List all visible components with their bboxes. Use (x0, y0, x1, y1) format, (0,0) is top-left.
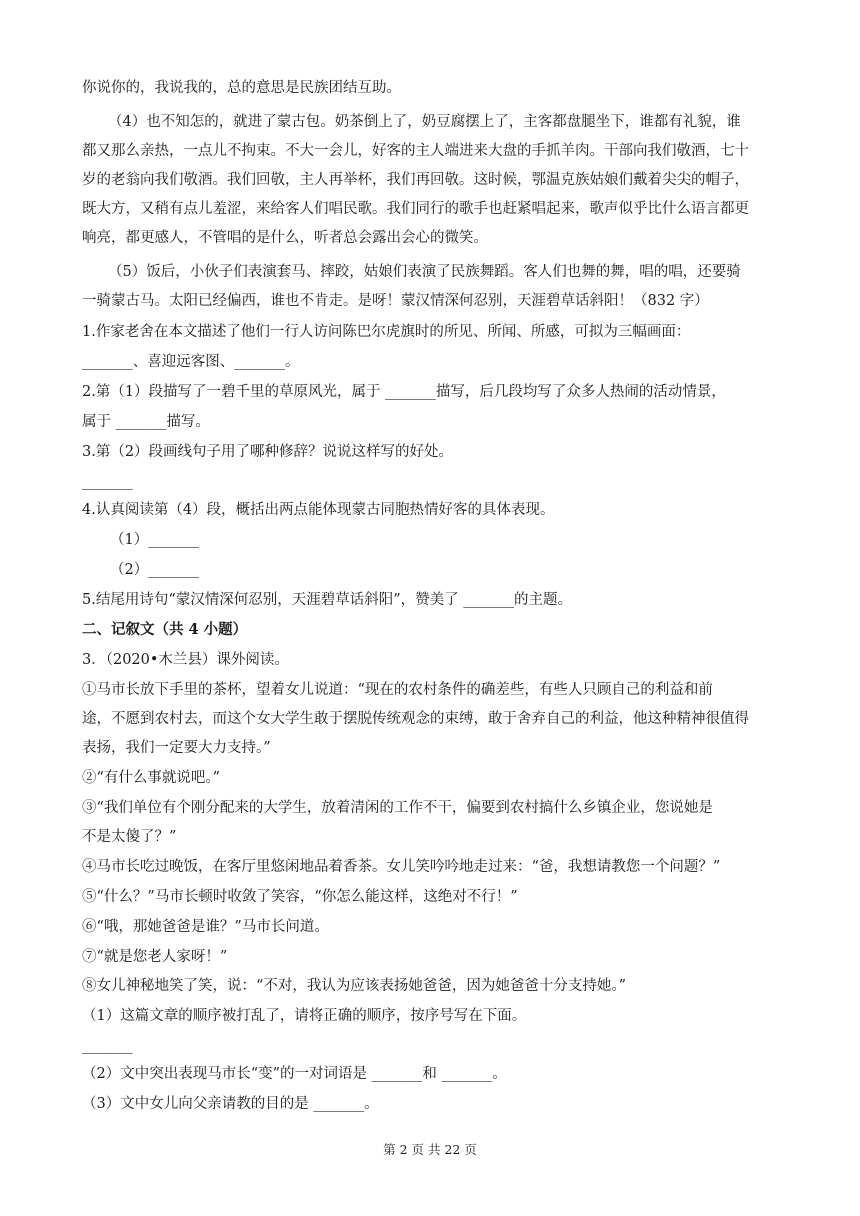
sub-question-3: （3）文中女儿向父亲请教的目的是 _______。 (82, 1096, 379, 1112)
text-line: ①马市长放下手里的茶杯，望着女儿说道：“现在的农村条件的确差些，有些人只顾自己的利益和前 (82, 682, 713, 698)
sub-question-2: （2）文中突出表现马市长“变”的一对词语是 _______和 _______。 (82, 1066, 507, 1082)
question-3: 3.第（2）段画线句子用了哪种修辞？说说这样写的好处。 (82, 444, 454, 460)
text-line: 不是太傻了？” (82, 829, 177, 845)
text-line: 既大方，又稍有点儿羞涩，来给客人们唱民歌。我们同行的歌手也赶紧唱起来，歌声似乎比什么语言都更 (82, 201, 749, 217)
section-heading: 二、记叙文（共 4 小题） (82, 621, 248, 638)
question-header: 3．（2020•木兰县）课外阅读。 (82, 652, 289, 668)
text-line: ③“我们单位有个刚分配来的大学生，放着清闲的工作不干，偏要到农村搞什么乡镇企业，您说她是 (82, 800, 713, 816)
text-line: 你说你的，我说我的，总的意思是民族团结互助。 (82, 80, 401, 96)
answer-blank: _______、喜迎远客图、_______。 (82, 354, 300, 370)
text-line: ⑥“哦，那她爸爸是谁？”马市长问道。 (82, 919, 329, 935)
text-line: 属于 _______描写。 (82, 414, 210, 430)
text-line: ④马市长吃过晚饭，在客厅里悠闲地品着香茶。女儿笑吟吟地走过来：“爸，我想请教您一个问题？” (82, 859, 721, 875)
text-line: 都又那么亲热，一点儿不拘束。不大一会儿，好客的主人端进来大盘的手抓羊肉。干部向我们敬酒，七十 (82, 143, 749, 159)
answer-blank: （1）_______ (110, 532, 199, 548)
text-line: 一骑蒙古马。太阳已经偏西，谁也不肯走。是呀！蒙汉情深何忍别，天涯碧草话斜阳！（832 字） (82, 293, 709, 309)
text-line: ⑤“什么？”马市长顿时收敛了笑容，“你怎么能这样，这绝对不行！” (82, 889, 518, 905)
text-line: 响亮，都更感人，不管唱的是什么，听者总会露出会心的微笑。 (82, 230, 488, 246)
text-line: ②“有什么事就说吧。” (82, 770, 221, 786)
text-line: 岁的老翁向我们敬酒。我们回敬，主人再举杯，我们再回敬。这时候，鄂温克族姑娘们戴着尖尖的帽子， (82, 172, 749, 188)
question-2: 2.第（1）段描写了一碧千里的草原风光，属于 _______描写，后几段均写了众多人热闹的活动情景， (82, 384, 726, 400)
answer-blank: _______ (82, 474, 133, 490)
sub-question-1: （1）这篇文章的顺序被打乱了，请将正确的顺序，按序号写在下面。 (82, 1008, 527, 1024)
text-line: （4）也不知怎的，就进了蒙古包。奶茶倒上了，奶豆腐摆上了，主客都盘腿坐下，谁都有礼貌，谁 (108, 114, 741, 130)
question-1: 1.作家老舍在本文描述了他们一行人访问陈巴尔虎旗时的所见、所闻、所感，可拟为三幅画面： (82, 324, 691, 340)
text-line: 表扬，我们一定要大力支持。” (82, 740, 271, 756)
text-line: 途，不愿到农村去，而这个女大学生敢于摆脱传统观念的束缚，敢于舍弃自己的利益，他这种精神很值得 (82, 711, 749, 727)
question-4: 4.认真阅读第（4）段，概括出两点能体现蒙古同胞热情好客的具体表现。 (82, 502, 555, 518)
answer-blank: _______ (82, 1038, 133, 1054)
text-line: ⑧女儿神秘地笑了笑，说：“不对，我认为应该表扬她爸爸，因为她爸爸十分支持她。” (82, 978, 627, 994)
text-line: ⑦“就是您老人家呀！” (82, 949, 228, 965)
answer-blank: （2）_______ (110, 562, 199, 578)
page-footer: 第 2 页 共 22 页 (383, 1142, 477, 1157)
question-5: 5.结尾用诗句“蒙汉情深何忍别，天涯碧草话斜阳”，赞美了 _______的主题。 (82, 592, 573, 608)
text-line: （5）饭后，小伙子们表演套马、摔跤，姑娘们表演了民族舞蹈。客人们也舞的舞，唱的唱，还要骑 (108, 264, 741, 280)
